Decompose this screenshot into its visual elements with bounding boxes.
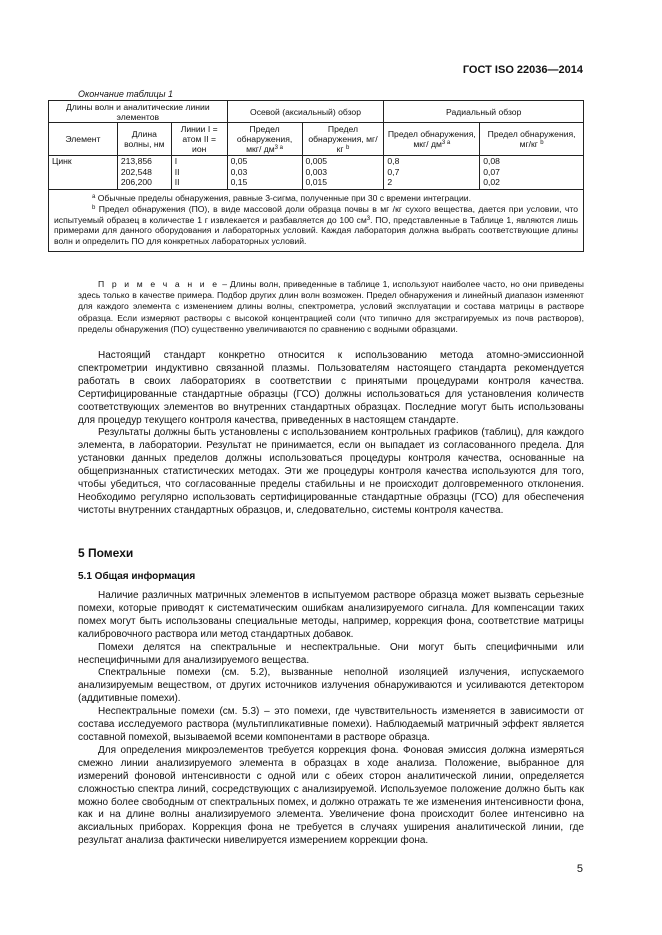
cell-axial-kg: 0,005 0,003 0,015 xyxy=(302,156,384,190)
th-wavelength: Длина волны, нм xyxy=(117,123,171,156)
cell-radial-dm3: 0,8 0,7 2 xyxy=(384,156,480,190)
table-caption: Окончание таблицы 1 xyxy=(78,89,173,99)
th-axial: Осевой (аксиальный) обзор xyxy=(227,101,384,123)
footnote-b: $^b$ Предел обнаружения (ПО), в виде массовой доли образца почвы в мг /кг сухого вещества, дается при условии, что испытуемый образец в количестве 1 г извлекается и разбавляется до 100 $см^3$. ПО, представленные в Таблице 1, являются лишь примерами для данного оборудования и лабораторных условий. Каждая лаборатория должна выбрать соответствующие длины волн и определить ПО для конкретных лабораторных условий. xyxy=(54,203,578,247)
section-paragraphs xyxy=(78,590,584,848)
table-container xyxy=(48,100,584,252)
th-element: Элемент xyxy=(49,123,118,156)
paragraph: Настоящий стандарт конкретно относится к использованию метода атомно-эмиссионной спектрометрии индуктивно связанной плазмы. Пользователям настоящего стандарта рекомендуется работать в своих лабораториях в соответствии с принятыми процедурами контроля качества. Сертифицированные стандартные образцы (ГСО) должны использоваться для установления количеств соответствующих элементов во внутренних стандартных образцах. Последние могут быть использованы для процедур текущего контроля качества, приведенных в настоящем стандарте. xyxy=(78,350,584,426)
th-axial-dl-kg: Предел обнаружения, мг/кг $^b$ xyxy=(302,123,384,156)
table-footnotes xyxy=(48,190,584,252)
footnote-a: $^a$ Обычные пределы обнаружения, равные 3-сигма, полученные при 30 с времени интеграции. xyxy=(92,193,471,203)
paragraph: Для определения микроэлементов требуется коррекция фона. Фоновая эмиссия должна измеряться смежно линии анализируемого элемента в образцах в ходе анализа. Положение, выбранное для измерений фоновой интенсивности с одной или с обеих сторон аналитической линии, определяется сложностью спектра линий, сосредствующих с анализируемой. Используемое положение должно быть как можно более свободным от спектральных помех, и должно отражать те же изменения интенсивности фона, как и на длине волны анализируемого элемента. Увеличение фона происходит более интенсивно на аксиальных приборах. Коррекция фона не требуется в случаях уширения аналитической линии, где результат анализа фактически нивелируется измерением коррекции фона. xyxy=(78,744,584,847)
standard-code: ГОСТ ISO 22036—2014 xyxy=(462,64,583,76)
cell-wavelengths: 213,856 202,548 206,200 xyxy=(117,156,171,190)
paragraph: Помехи делятся на спектральные и неспектральные. Они могут быть специфичными или неспецифичными для анализируемого вещества. xyxy=(78,641,584,666)
th-lines-group: Длины волн и аналитические линии элементов xyxy=(49,101,228,123)
th-axial-dl-dm3: Предел обнаружения, мкг/ $дм^{3 а}$ xyxy=(227,123,302,156)
note-label: П р и м е ч а н и е xyxy=(98,279,220,289)
paragraph: Спектральные помехи (см. 5.2), вызванные неполной изоляцией излучения, испускаемого анализируемым веществом, от других источников излучения обнаруживаются и усиливаются детектором (аддитивные помехи). xyxy=(78,667,584,705)
th-radial-dl-dm3: Предел обнаружения, мкг/ $дм^{3 а}$ xyxy=(384,123,480,156)
th-radial-dl-kg: Предел обнаружения, мг/кг $^b$ xyxy=(480,123,584,156)
paragraph: Результаты должны быть установлены с использованием контрольных графиков (таблиц), для каждого элемента, в лаборатории. Результат не принимается, если он выпадает из согласованного предела. Для установки данных пределов должны использоваться процедуры контроля качества, основанные на общепризнанных статистических методах. Эти же процедуры контроля качества используются для того, чтобы убедиться, что согласованные пределы стабильны и не происходит долговременного отклонения. Необходимо регулярно использовать сертифицированные стандартные образцы (ГСО) для обеспечения чистоты внутренних стандартных образцов, и, следовательно, системы контроля качества. xyxy=(78,427,584,516)
subsection-title: 5.1 Общая информация xyxy=(78,571,196,582)
th-radial: Радиальный обзор xyxy=(384,101,584,123)
table-note xyxy=(78,279,584,335)
cell-element: Цинк xyxy=(49,156,118,190)
wavelength-table xyxy=(48,100,584,190)
page-number: 5 xyxy=(576,863,583,875)
intro-paragraphs xyxy=(78,350,584,518)
note-text: – Длины волн, приведенные в таблице 1, используют наиболее часто, но они приведены здесь только в качестве примера. Подбор других длин волн возможен. Предел обнаружения и линейный диапазон изменяют для каждого элемента с изменением длины волны, спектрометра, условий эксплуатации и состава матрицы в растворе образца. Если измеряют растворы с высокой концентрацией соли (что типично для экстрагируемых из почв растворов), пределы обнаружения (ПО) существенно увеличиваются по сравнению с водными образцами. xyxy=(78,279,584,334)
cell-radial-kg: 0,08 0,07 0,02 xyxy=(480,156,584,190)
paragraph: Неспектральные помехи (см. 5.3) – это помехи, где чувствительность изменяется в зависимости от состава исследуемого раствора (мультипликативные помехи). Наблюдаемый матричный эффект является составной помехой, вызываемой всеми компонентами в растворе образца. xyxy=(78,706,584,743)
th-lines: Линии I = атом II = ион xyxy=(171,123,227,156)
section-title: 5 Помехи xyxy=(78,546,134,560)
cell-lines: I II II xyxy=(171,156,227,190)
cell-axial-dm3: 0,05 0,03 0,15 xyxy=(227,156,302,190)
paragraph: Наличие различных матричных элементов в испытуемом растворе образца может вызвать серьезные помехи, которые приводят к систематическим ошибкам анализируемого сигнала. Для компенсации таких помех могут быть использованы специальные методы, например, коррекция фона, соответствие матрицы калибровочного раствора или метод стандартных добавок. xyxy=(78,590,584,640)
